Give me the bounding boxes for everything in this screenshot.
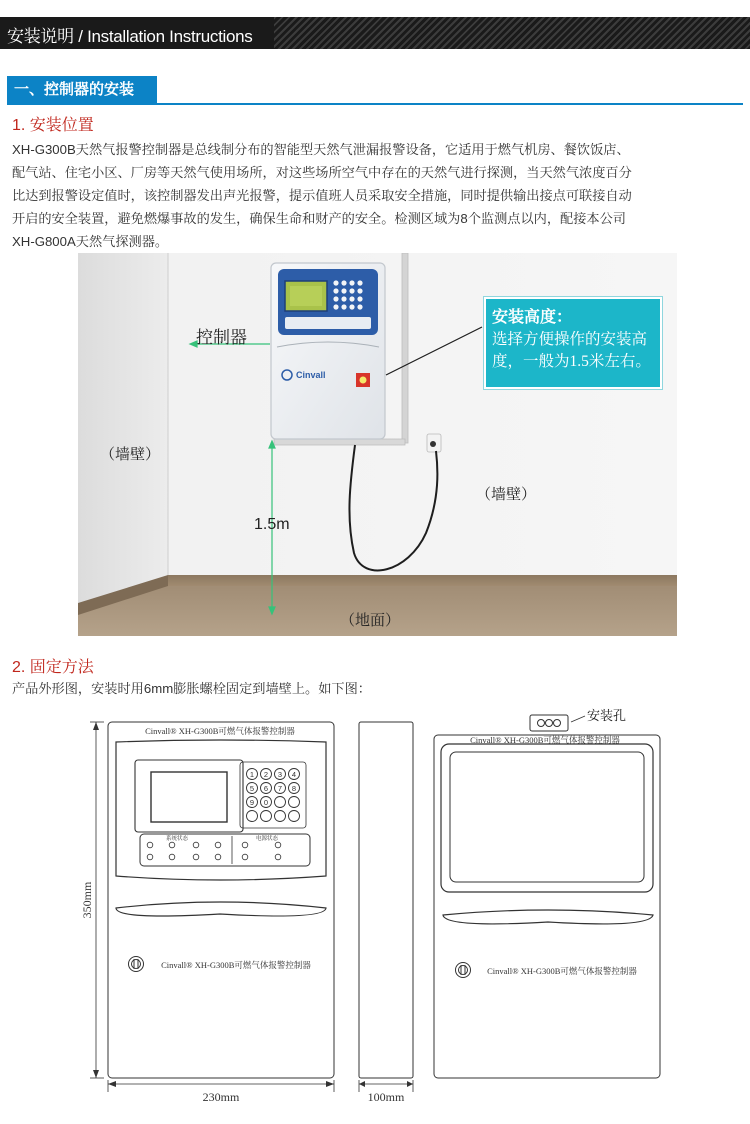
function-key (289, 811, 300, 822)
keypad-key-label: 9 (249, 797, 255, 807)
install-height-callout (484, 297, 662, 389)
location-description (12, 138, 742, 253)
front-view-outline (108, 722, 334, 1078)
product-outline-drawing (0, 700, 750, 1124)
keypad-key-label: 2 (263, 769, 269, 779)
header-stripes (274, 17, 750, 49)
front-bottom-label: Cinvall® XH-G300B可燃气体报警控制器 (161, 960, 311, 970)
section-title: 一、控制器的安装 (7, 76, 157, 103)
description-line: XH-G800A天然气探测器。 (12, 234, 169, 249)
back-bottom-label: Cinvall® XH-G300B可燃气体报警控制器 (487, 966, 637, 976)
keypad-key-label: 4 (291, 769, 297, 779)
keypad-key-label: 5 (249, 783, 255, 793)
back-view-outline (434, 735, 660, 1078)
depth-dimension: 100mm (367, 1090, 405, 1104)
keypad-key (275, 797, 286, 808)
function-key (275, 811, 286, 822)
description-line: 比达到报警设定值时，该控制器发出声光报警，提示值班人员采取安全措施，同时提供输出接点可联接自动 (12, 188, 632, 203)
header-bar (0, 17, 750, 49)
controller-label: 控制器 (196, 328, 247, 347)
keypad-key (289, 797, 300, 808)
system-status-label: 系统状态 (166, 836, 189, 842)
keypad-key-label: 7 (277, 783, 283, 793)
wall-label-right: （墙壁） (476, 486, 537, 503)
keypad-key-label: 1 (249, 769, 255, 779)
keypad-key-label: 3 (277, 769, 283, 779)
description-line: XH-G300B天然气报警控制器是总线制分布的智能型天然气泄漏报警设备，它适用于燃气机房、餐饮饭店、 (12, 142, 630, 157)
wall-label-left: （墙壁） (100, 446, 161, 463)
subsection-title-location: 1. 安装位置 (12, 117, 94, 134)
keypad-key-label: 0 (263, 797, 269, 807)
keypad (247, 769, 300, 822)
description-line: 配气站、住宅小区、厂房等天然气使用场所，对这些场所空气中存在的天然气进行探测，当天然气浓度百分 (12, 165, 632, 180)
mount-hole-label: 安装孔 (587, 708, 627, 723)
height-label: 1.5m (254, 516, 290, 533)
side-view-outline (359, 722, 413, 1078)
front-top-label: Cinvall® XH-G300B可燃气体报警控制器 (145, 726, 295, 736)
width-dimension: 230mm (202, 1090, 240, 1104)
back-top-label: Cinvall® XH-G300B可燃气体报警控制器 (470, 735, 620, 745)
power-status-label: 电源状态 (256, 836, 279, 842)
callout-line: 度，一般为1.5米左右。 (492, 353, 651, 370)
page-title: 安装说明 / Installation Instructions (7, 27, 253, 46)
section-divider (7, 103, 743, 105)
fixing-description: 产品外形图，安装时用6mm膨胀螺栓固定到墙壁上。如下图： (12, 681, 371, 696)
height-dimension: 350mm (80, 881, 94, 919)
callout-title: 安装高度： (492, 309, 573, 326)
function-key (261, 811, 272, 822)
function-key (247, 811, 258, 822)
description-line: 开启的安全装置，避免燃爆事故的发生，确保生命和财产的安全。检测区域为8个监测点以内，配接本公司 (12, 211, 626, 226)
keypad-key-label: 8 (291, 783, 297, 793)
device-brand: Cinvall (296, 370, 326, 380)
keypad-key-label: 6 (263, 783, 269, 793)
floor-label: （地面） (340, 612, 401, 629)
subsection-title-fixing: 2. 固定方法 (12, 659, 94, 676)
callout-line: 选择方便操作的安装高 (492, 331, 648, 348)
